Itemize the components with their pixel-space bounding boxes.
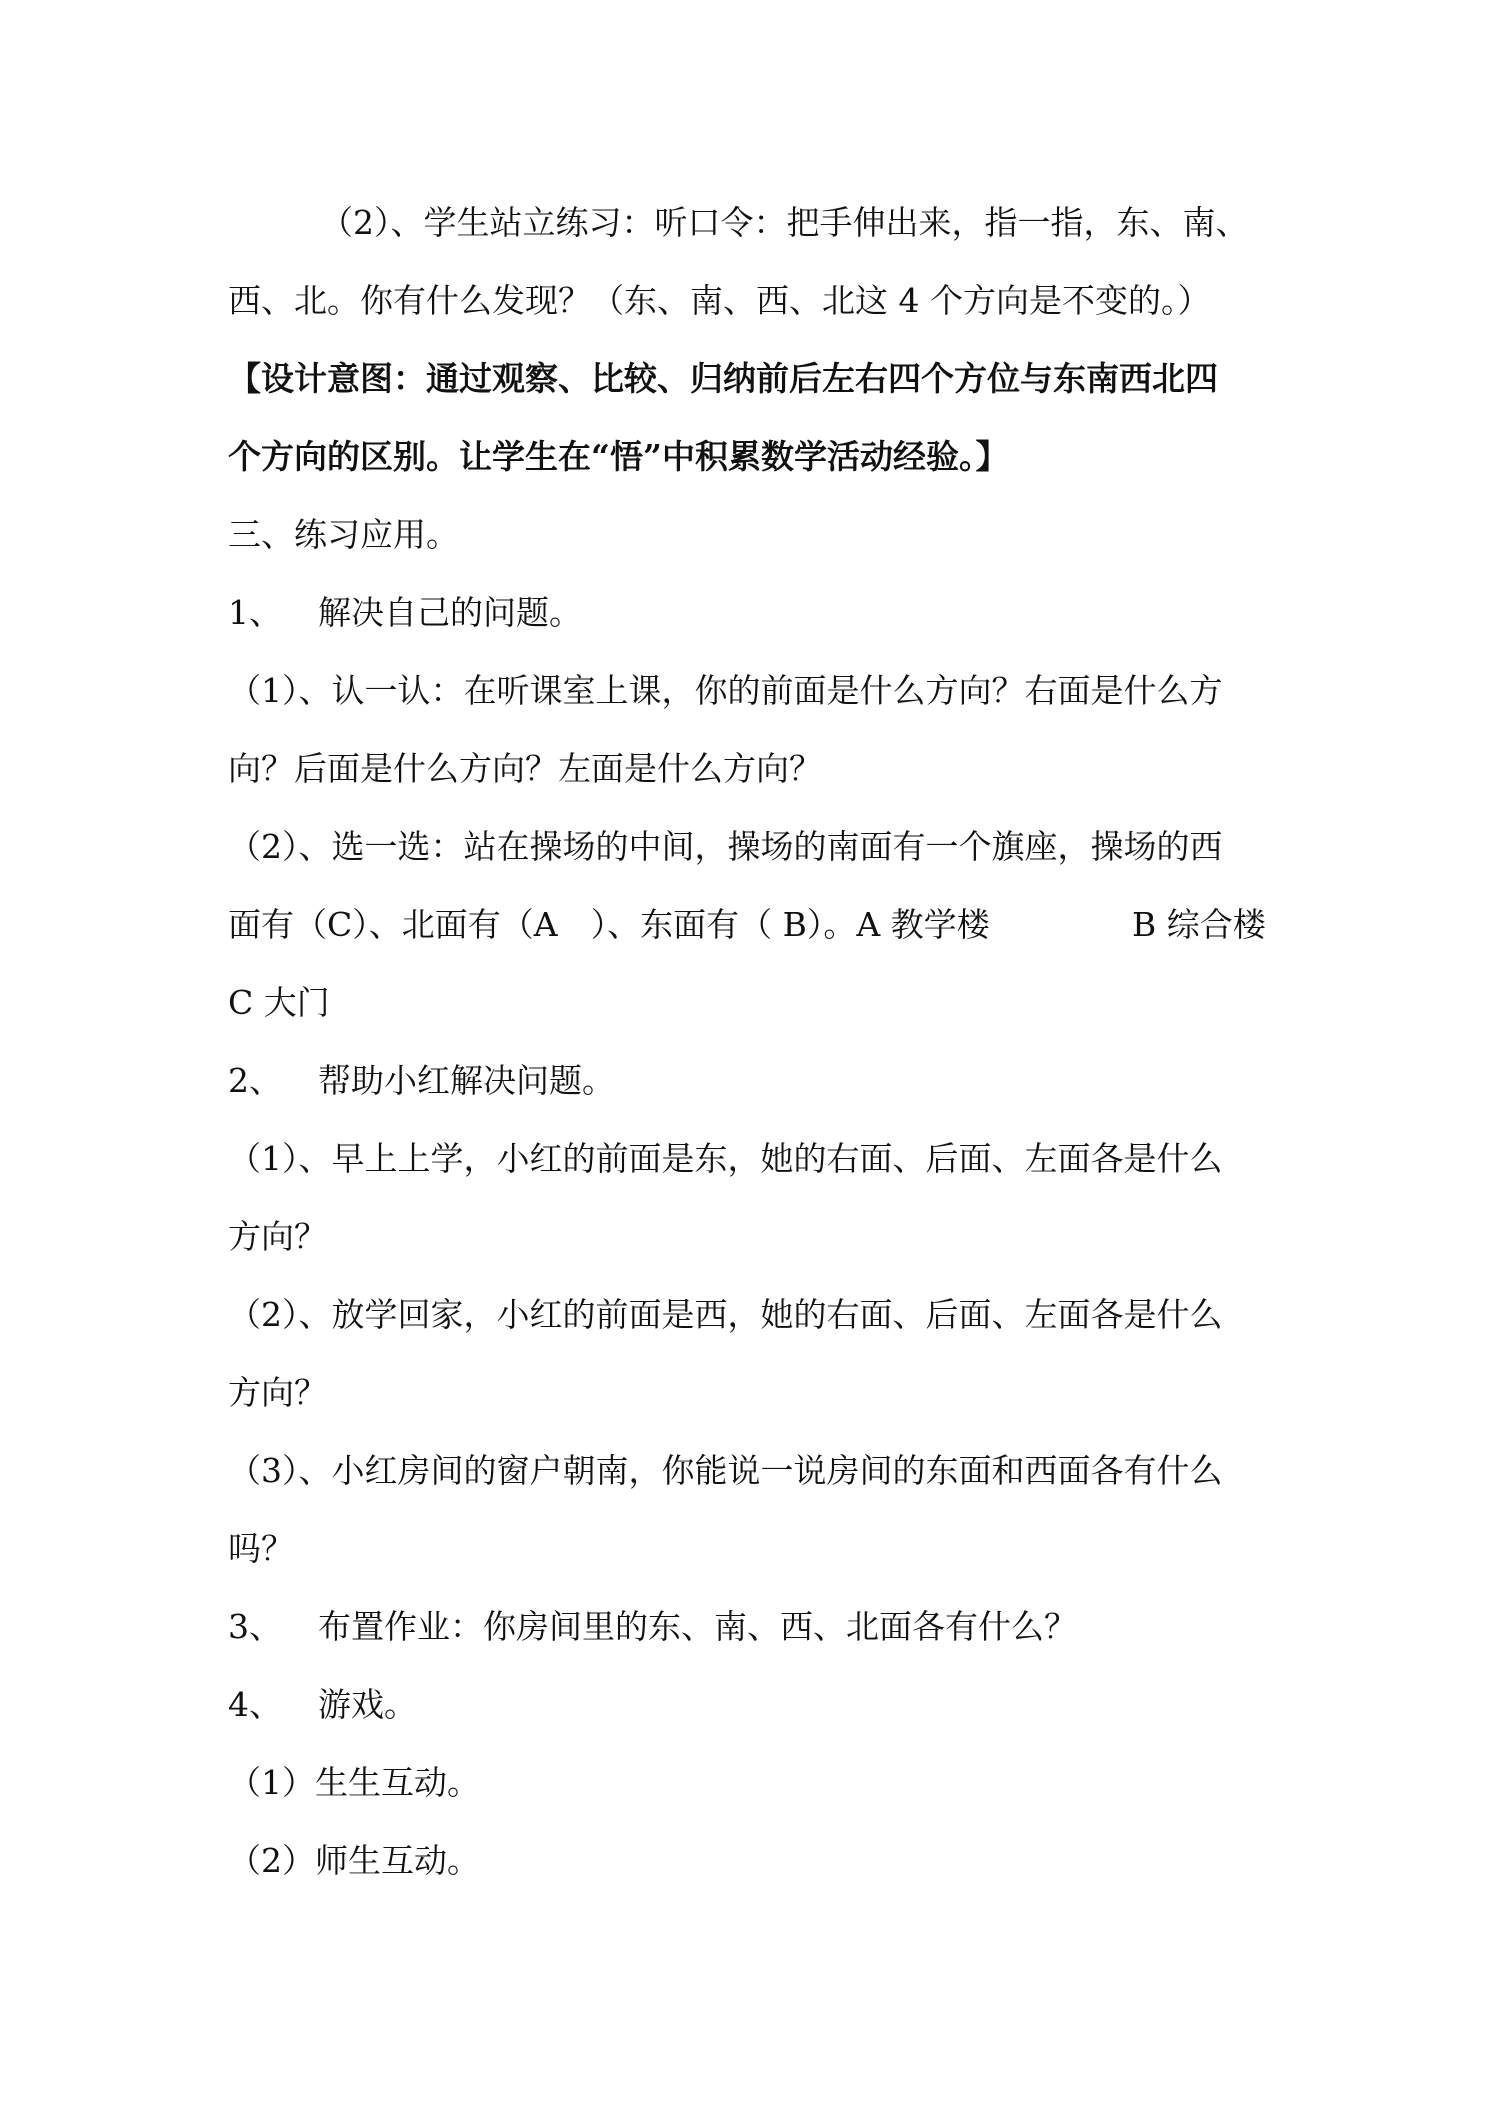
- list-item-title: 解决自己的问题。: [318, 593, 582, 632]
- list-number: 1、: [228, 593, 282, 632]
- paragraph-line: 面有（C）、北面有（A ）、东面有（ B）。A 教学楼: [228, 905, 990, 944]
- list-item-title: 布置作业：你房间里的东、南、西、北面各有什么？: [318, 1607, 1077, 1646]
- design-intent-line: 个方向的区别。让学生在“悟”中积累数学活动经验。】: [228, 437, 1009, 476]
- list-item-title: 游戏。: [318, 1685, 417, 1724]
- section-heading: 三、练习应用。: [228, 515, 459, 554]
- paragraph-line: （2）、选一选：站在操场的中间，操场的南面有一个旗座，操场的西: [228, 827, 1223, 866]
- list-number: 2、: [228, 1061, 282, 1100]
- list-number: 3、: [228, 1607, 282, 1646]
- paragraph-line: （2）师生互动。: [228, 1841, 480, 1880]
- list-number: 4、: [228, 1685, 282, 1724]
- paragraph-line: 方向？: [228, 1217, 327, 1256]
- design-intent-line: 【设计意图：通过观察、比较、归纳前后左右四个方位与东南西北四: [228, 359, 1218, 398]
- paragraph-line: （2）、放学回家，小红的前面是西，她的右面、后面、左面各是什么: [228, 1295, 1223, 1334]
- option-c: C 大门: [228, 983, 330, 1022]
- paragraph-line: （3）、小红房间的窗户朝南，你能说一说房间的东面和西面各有什么: [228, 1451, 1223, 1490]
- paragraph-line: （1）、认一认：在听课室上课，你的前面是什么方向？右面是什么方: [228, 671, 1223, 710]
- paragraph-line: 吗？: [228, 1529, 294, 1568]
- paragraph-line: 向？后面是什么方向？左面是什么方向？: [228, 749, 822, 788]
- paragraph-line: （1）生生互动。: [228, 1763, 480, 1802]
- paragraph-line: （2）、学生站立练习：听口令：把手伸出来，指一指，东、南、: [320, 203, 1249, 242]
- option-b: B 综合楼: [1132, 905, 1266, 944]
- paragraph-line: （1）、早上上学，小红的前面是东，她的右面、后面、左面各是什么: [228, 1139, 1223, 1178]
- paragraph-line: 方向？: [228, 1373, 327, 1412]
- list-item-title: 帮助小红解决问题。: [318, 1061, 615, 1100]
- paragraph-line: 西、北。你有什么发现？（东、南、西、北这 4 个方向是不变的。）: [228, 281, 1211, 320]
